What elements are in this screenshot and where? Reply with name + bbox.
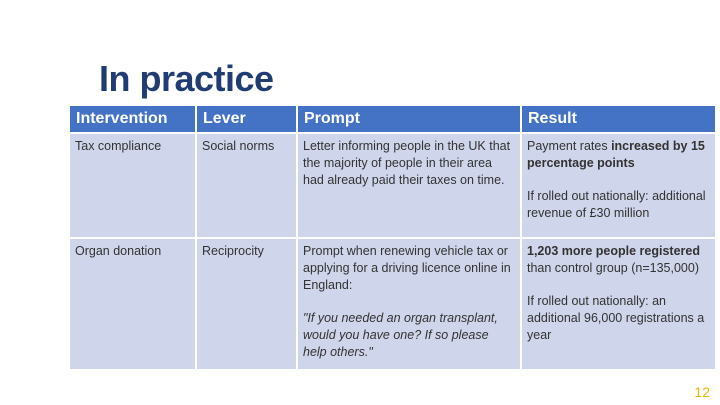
result-text — [527, 138, 710, 172]
cell-result — [522, 134, 715, 237]
page-number: 12 — [694, 384, 710, 400]
header-prompt: Prompt — [298, 106, 520, 132]
cell-result — [522, 239, 715, 369]
cell-intervention: Organ donation — [70, 239, 195, 369]
cell-lever: Social norms — [197, 134, 296, 237]
header-lever: Lever — [197, 106, 296, 132]
cell-intervention: Tax compliance — [70, 134, 195, 237]
cell-prompt — [298, 134, 520, 237]
result-text — [527, 243, 710, 277]
result-highlight: 1,203 more people registered — [527, 244, 700, 258]
result-suffix: than control group (n=135,000) — [527, 261, 699, 275]
header-result: Result — [522, 106, 715, 132]
result-prefix: Payment rates — [527, 139, 612, 153]
prompt-text: Letter informing people in the UK that the majority of people in their area had already paid their taxes on time. — [303, 139, 511, 187]
result-highlight: increased by 15 percentage points — [527, 139, 705, 170]
slide-title: In practice — [99, 58, 274, 99]
practice-table — [68, 104, 717, 371]
result-projection: If rolled out nationally: an additional 96,000 registrations a year — [527, 294, 705, 342]
table-row — [70, 134, 715, 237]
table-header-row — [70, 106, 715, 132]
prompt-text: Prompt when renewing vehicle tax or applying for a driving licence online in England: — [303, 244, 511, 292]
result-projection: If rolled out nationally: additional revenue of £30 million — [527, 189, 706, 220]
header-intervention: Intervention — [70, 106, 195, 132]
cell-lever: Reciprocity — [197, 239, 296, 369]
cell-prompt — [298, 239, 520, 369]
prompt-quote: "If you needed an organ transplant, would you have one? If so please help others." — [303, 311, 498, 359]
table-row — [70, 239, 715, 369]
